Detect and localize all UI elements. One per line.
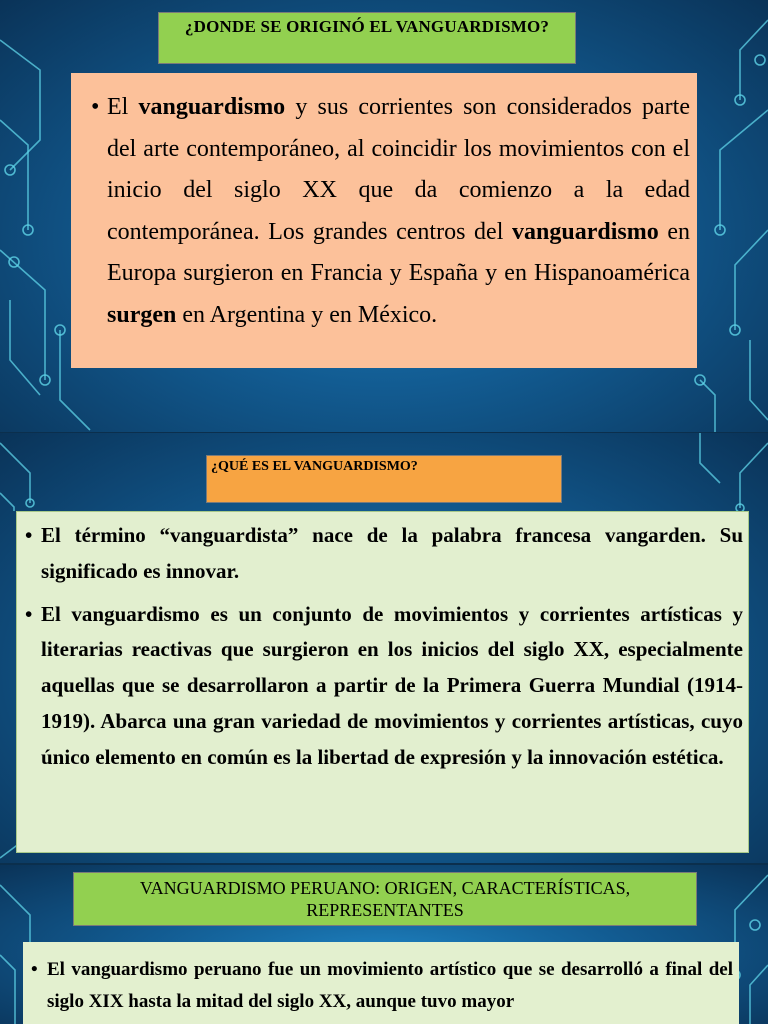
bullet-item: • El vanguardismo es un conjunto de movimientos y corrientes artísticas y literarias reactivas que surgieron en los inicios del siglo XX, especialmente aquellas que se desarrollaron a partir de la Primera Guerra Mundial (1914-1919). Abarca una gran variedad de movimientos y corrientes artísticas, cuyo único elemento en común es la libertad de expresión y la innovación estética. bbox=[25, 597, 743, 776]
slide-peruvian bbox=[0, 865, 768, 1024]
keyword: surgen bbox=[107, 301, 177, 328]
content-box bbox=[71, 73, 697, 368]
slide-definition bbox=[0, 433, 768, 863]
text-segment: en Europa surgieron en Francia y España y en Hispanoamérica bbox=[107, 218, 691, 286]
keyword: vanguardismo bbox=[512, 218, 659, 245]
text-segment: El bbox=[107, 94, 139, 120]
slide-title: VANGUARDISMO PERUANO: ORIGEN, CARACTERÍSTICAS, REPRESENTANTES bbox=[73, 872, 697, 926]
text-segment: en Argentina y en México. bbox=[176, 301, 438, 328]
content-box bbox=[16, 511, 749, 853]
slide-title: ¿DONDE SE ORIGINÓ EL VANGUARDISMO? bbox=[158, 12, 576, 64]
bullet-paragraph bbox=[91, 87, 690, 336]
keyword: vanguardismo bbox=[138, 94, 286, 120]
content-box bbox=[23, 942, 739, 1024]
bullet-item: • El vanguardismo peruano fue un movimiento artístico que se desarrolló a final del siglo XIX hasta la mitad del siglo XX, aunque tuvo mayor bbox=[31, 954, 733, 1018]
slide-title: ¿QUÉ ES EL VANGUARDISMO? bbox=[206, 455, 562, 503]
slide-origin bbox=[0, 0, 768, 432]
bullet-item: • El término “vanguardista” nace de la palabra francesa vangarden. Su significado es innovar. bbox=[25, 518, 743, 590]
text-segment: y sus corrientes son considerados parte del arte contemporáneo, al coincidir los movimientos con el inicio del siglo XX que da comienzo a la edad contemporánea. Los grandes centros del bbox=[107, 94, 690, 245]
